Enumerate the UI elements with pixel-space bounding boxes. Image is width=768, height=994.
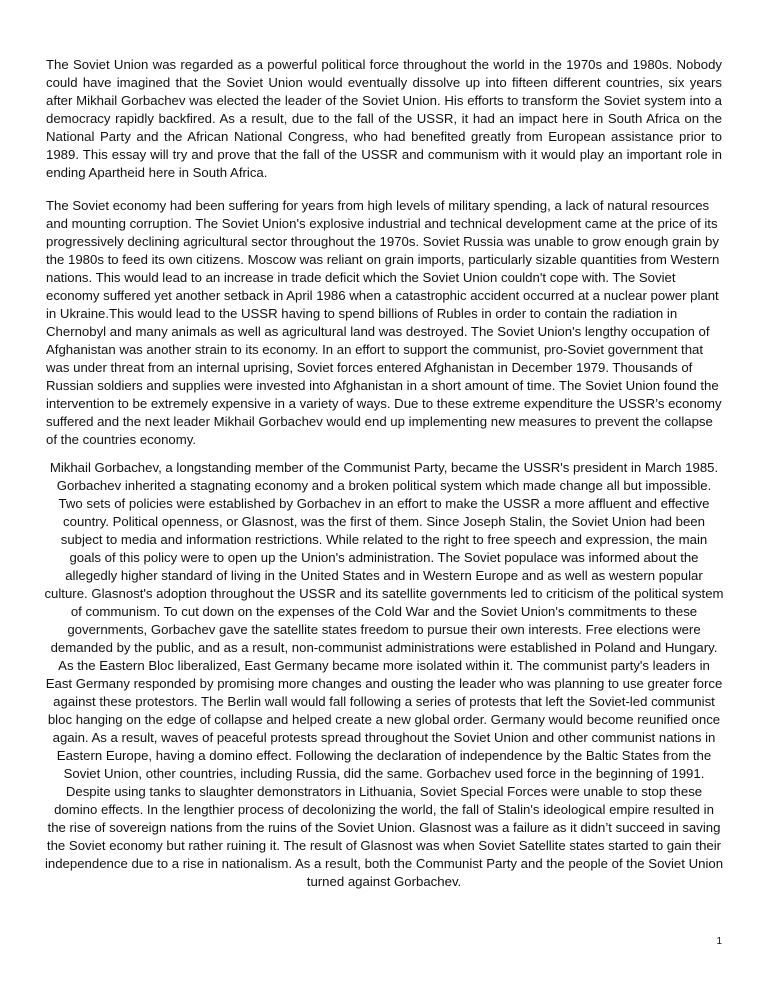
page-number: 1 — [716, 936, 722, 947]
paragraph-gorbachev-glasnost: Mikhail Gorbachev, a longstanding member of the Communist Party, became the USSR's president in March 1985. Gorbachev inherited a stagnating economy and a broken political system which made change all but impossible. Two sets of policies were established by Gorbachev in an effort to make the USSR a more affluent and effective country. Political openness, or Glasnost, was the first of them. Since Joseph Stalin, the Soviet Union had been subject to media and information restrictions. While related to the right to free speech and expression, the main goals of this policy were to open up the Union's administration. The Soviet populace was informed about the allegedly higher standard of living in the United States and in Western Europe and as well as western popular culture. Glasnost's adoption throughout the USSR and its satellite governments led to criticism of the political system of communism. To cut down on the expenses of the Cold War and the Soviet Union's commitments to these governments, Gorbachev gave the satellite states freedom to pursue their own interests. Free elections were demanded by the public, and as a result, non-communist administrations were established in Poland and Hungary. As the Eastern Bloc liberalized, East Germany became more isolated within it. The communist party's leaders in East Germany responded by promising more changes and ousting the leader who was planning to use greater force against these protestors. The Berlin wall would fall following a series of protests that left the Soviet-led communist bloc hanging on the edge of collapse and helped create a new global order. Germany would become reunified once again. As a result, waves of peaceful protests spread throughout the Soviet Union and other communist nations in Eastern Europe, having a domino effect. Following the declaration of independence by the Baltic States from the Soviet Union, other countries, including Russia, did the same. Gorbachev used force in the beginning of 1991. Despite using tanks to slaughter demonstrators in Lithuania, Soviet Special Forces were unable to stop these domino effects. In the lengthier process of decolonizing the world, the fall of Stalin's ideological empire resulted in the rise of sovereign nations from the ruins of the Soviet Union. Glasnost was a failure as it didn’t succeed in saving the Soviet economy but rather ruining it. The result of Glasnost was when Soviet Satellite states started to gain their independence due to a rise in nationalism. As a result, both the Communist Party and the people of the Soviet Union turned against Gorbachev. — [44, 460, 724, 889]
paragraph-soviet-economy: The Soviet economy had been suffering for years from high levels of military spending, a lack of natural resources and mounting corruption. The Soviet Union's explosive industrial and technical development came at the price of its progressively declining agricultural sector throughout the 1970s. Soviet Russia was unable to grow enough grain by the 1980s to feed its own citizens. Moscow was reliant on grain imports, particularly sizable quantities from Western nations. This would lead to an increase in trade deficit which the Soviet Union couldn't cope with. The Soviet economy suffered yet another setback in April 1986 when a catastrophic accident occurred at a nuclear power plant in Ukraine.This would lead to the USSR having to spend billions of Rubles in order to contain the radiation in Chernobyl and many animals as well as agricultural land was destroyed. The Soviet Union's lengthy occupation of Afghanistan was another strain to its economy. In an effort to support the communist, pro-Soviet government that was under threat from an internal uprising, Soviet forces entered Afghanistan in December 1979. Thousands of Russian soldiers and supplies were invested into Afghanistan in a short amount of time. The Soviet Union found the intervention to be extremely expensive in a variety of ways. Due to these extreme expenditure the USSR’s economy suffered and the next leader Mikhail Gorbachev would end up implementing new measures to prevent the collapse of the countries economy. — [46, 198, 722, 447]
paragraph-intro: The Soviet Union was regarded as a powerful political force throughout the world in the 1970s and 1980s. Nobody could have imagined that the Soviet Union would eventually dissolve up into fifteen different countries, six years after Mikhail Gorbachev was elected the leader of the Soviet Union. His efforts to transform the Soviet system into a democracy rapidly backfired. As a result, due to the fall of the USSR, it had an impact here in South Africa on the National Party and the African National Congress, who had benefited greatly from European assistance prior to 1989. This essay will try and prove that the fall of the USSR and communism with it would play an important role in ending Apartheid here in South Africa. — [46, 57, 722, 180]
